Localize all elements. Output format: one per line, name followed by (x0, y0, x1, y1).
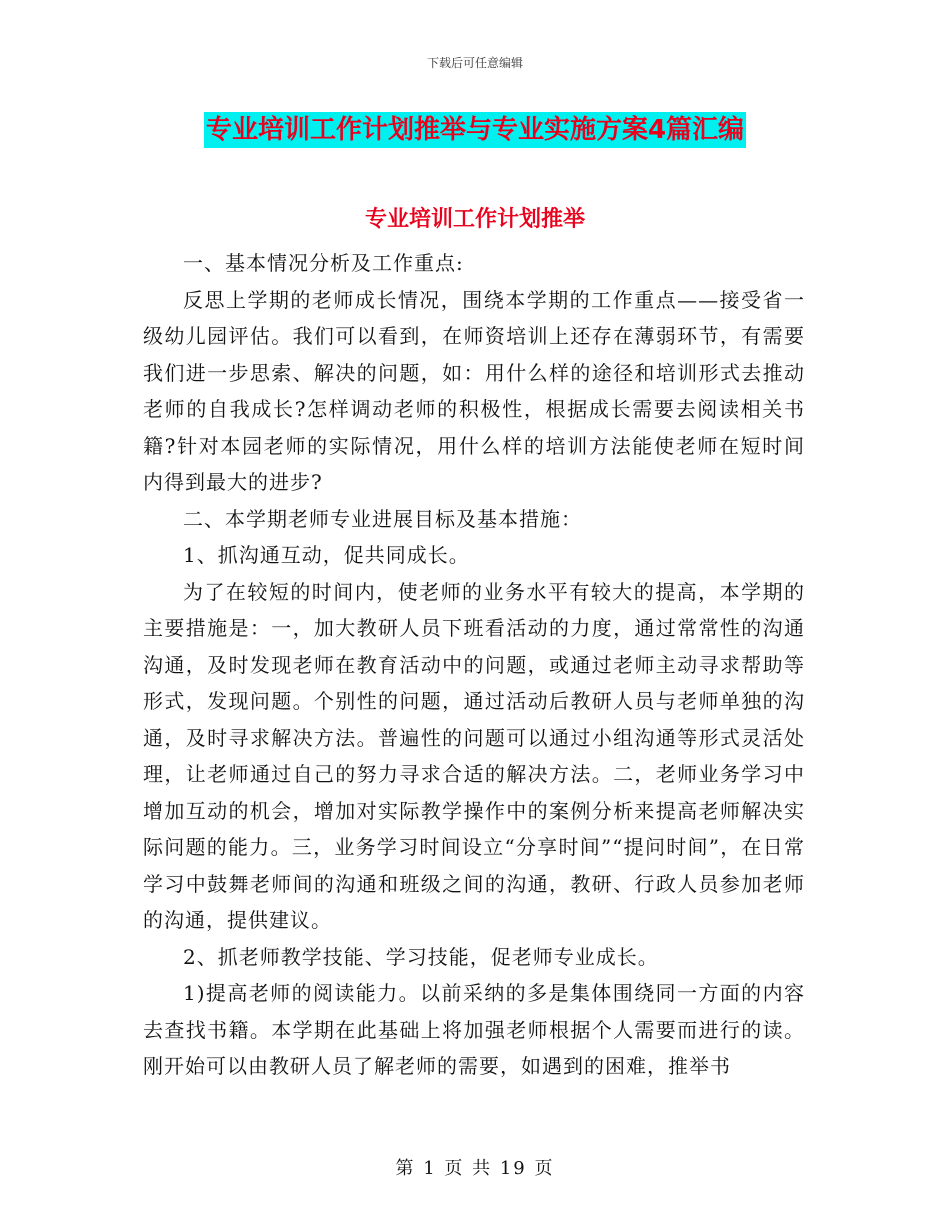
body-paragraph: 1)提高老师的阅读能力。以前采纳的多是集体围绕同一方面的内容去查找书籍。本学期在此基础上将加强老师根据个人需要而进行的读。刚开始可以由教研人员了解老师的需要，如遇到的困难，推举书 (143, 981, 805, 1078)
body-paragraph: 二、本学期老师专业进展目标及基本措施： (183, 506, 582, 531)
body-paragraph: 1、抓沟通互动，促共同成长。 (183, 543, 470, 567)
body-paragraph: 为了在较短的时间内，使老师的业务水平有较大的提高，本学期的主要措施是：一，加大教研人员下班看活动的力度，通过常常性的沟通沟通，及时发现老师在教育活动中的问题，或通过老师主动寻求帮助等形式，发现问题。个别性的问题，通过活动后教研人员与老师单独的沟通，及时寻求解决方法。普遍性的问题可以通过小组沟通等形式灵活处理，让老师通过自己的努力寻求合适的解决方法。二，老师业务学习中增加互动的机会，增加对实际教学操作中的案例分析来提高老师解决实际问题的能力。三，业务学习时间设立“分享时间”“提问时间”，在日常学习中鼓舞老师间的沟通和班级之间的沟通，教研、行政人员参加老师的沟通，提供建议。 (143, 579, 805, 932)
body-paragraph: 一、基本情况分析及工作重点: (183, 251, 464, 275)
body-paragraph: 2、抓老师教学技能、学习技能，促老师专业成长。 (183, 944, 659, 969)
page-header-note: 下载后可任意编辑 (426, 56, 523, 70)
document-body (143, 245, 805, 1085)
document-title: 专业培训工作计划推举与专业实施方案4篇汇编 (204, 112, 746, 148)
page-number: 第 1 页 共 19 页 (395, 1158, 555, 1179)
section-title: 专业培训工作计划推举 (364, 207, 585, 232)
body-paragraph: 反思上学期的老师成长情况，围绕本学期的工作重点——接受省一级幼儿园评估。我们可以看到，在师资培训上还存在薄弱环节，有需要我们进一步思索、解决的问题，如：用什么样的途径和培训形式去推动老师的自我成长?怎样调动老师的积极性，根据成长需要去阅读相关书籍?针对本园老师的实际情况，用什么样的培训方法能使老师在短时间内得到最大的进步? (143, 287, 805, 494)
document-title-wrap (0, 112, 950, 148)
